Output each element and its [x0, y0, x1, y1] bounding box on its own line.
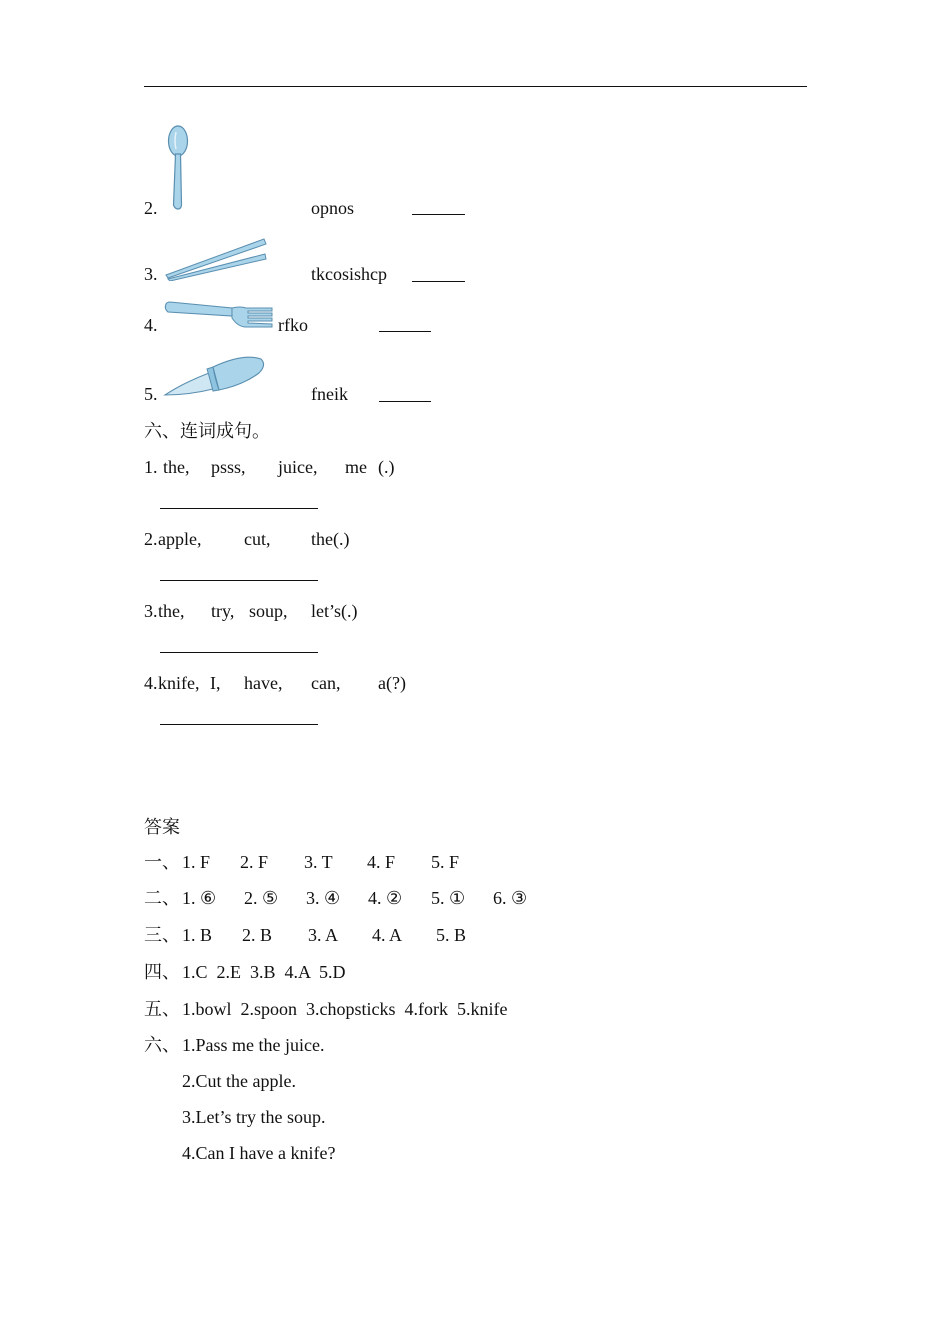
answer-label: 六、: [144, 1035, 180, 1055]
word: the(.): [311, 529, 350, 549]
answer-item: 2. F: [240, 852, 269, 872]
answer-item: 4. A: [372, 925, 403, 945]
item-number: 2.: [144, 198, 158, 218]
section6-title: 六、连词成句。: [144, 421, 270, 441]
scrambled-word: rfko: [278, 315, 308, 335]
word: the,: [158, 601, 185, 621]
answer-blank[interactable]: [379, 331, 431, 332]
fork-icon: [162, 300, 274, 330]
question-number: 2.: [144, 529, 158, 549]
answers-title: 答案: [144, 817, 180, 837]
answer-item: 3. T: [304, 852, 333, 872]
answer-item: 3. ④: [306, 888, 341, 908]
answer-label: 五、: [144, 999, 180, 1019]
answer-blank[interactable]: [412, 281, 465, 282]
answer-line-text: 2.Cut the apple.: [182, 1071, 296, 1091]
answer-blank[interactable]: [379, 401, 431, 402]
word: me: [345, 457, 367, 477]
answer-label: 三、: [144, 925, 180, 945]
answer-item: 6. ③: [493, 888, 528, 908]
answer-item: 3. A: [308, 925, 339, 945]
answer-item: 5. B: [436, 925, 467, 945]
answer-text: 1.C 2.E 3.B 4.A 5.D: [182, 962, 346, 982]
word: a(?): [378, 673, 406, 693]
header-rule: [144, 86, 807, 87]
answer-label: 一、: [144, 852, 180, 872]
word: apple,: [158, 529, 202, 549]
answer-line[interactable]: [160, 724, 318, 725]
chopsticks-icon: [164, 237, 268, 281]
scrambled-word: fneik: [311, 384, 348, 404]
word: let’s(.): [311, 601, 358, 621]
answer-item: 1. F: [182, 852, 211, 872]
word: have,: [244, 673, 283, 693]
scrambled-word: opnos: [311, 198, 355, 218]
answer-item: 2. ⑤: [244, 888, 279, 908]
word: (.): [378, 457, 395, 477]
item-number: 5.: [144, 384, 158, 404]
word: try,: [211, 601, 235, 621]
scrambled-word: tkcosishcp: [311, 264, 387, 284]
item-number: 4.: [144, 315, 158, 335]
answer-line[interactable]: [160, 652, 318, 653]
answer-blank[interactable]: [412, 214, 465, 215]
word: cut,: [244, 529, 271, 549]
answer-label: 四、: [144, 962, 180, 982]
answer-text: 1.bowl 2.spoon 3.chopsticks 4.fork 5.knife: [182, 999, 508, 1019]
item-number: 3.: [144, 264, 158, 284]
answer-line[interactable]: [160, 508, 318, 509]
word: juice,: [278, 457, 318, 477]
word: psss,: [211, 457, 246, 477]
answer-item: 5. F: [431, 852, 460, 872]
word: can,: [311, 673, 341, 693]
answer-item: 1. ⑥: [182, 888, 217, 908]
answer-item: 1. B: [182, 925, 213, 945]
answer-item: 5. ①: [431, 888, 466, 908]
answer-line-text: 1.Pass me the juice.: [182, 1035, 325, 1055]
knife-icon: [163, 355, 266, 399]
question-number: 4.: [144, 673, 158, 693]
answer-line[interactable]: [160, 580, 318, 581]
answer-label: 二、: [144, 888, 180, 908]
word: the,: [163, 457, 190, 477]
answer-item: 2. B: [242, 925, 273, 945]
question-number: 3.: [144, 601, 158, 621]
word: knife,: [158, 673, 200, 693]
answer-line-text: 4.Can I have a knife?: [182, 1143, 336, 1163]
answer-item: 4. ②: [368, 888, 403, 908]
answer-item: 4. F: [367, 852, 396, 872]
spoon-icon: [164, 123, 194, 213]
answer-line-text: 3.Let’s try the soup.: [182, 1107, 326, 1127]
word: soup,: [249, 601, 288, 621]
question-number: 1.: [144, 457, 158, 477]
word: I,: [210, 673, 221, 693]
